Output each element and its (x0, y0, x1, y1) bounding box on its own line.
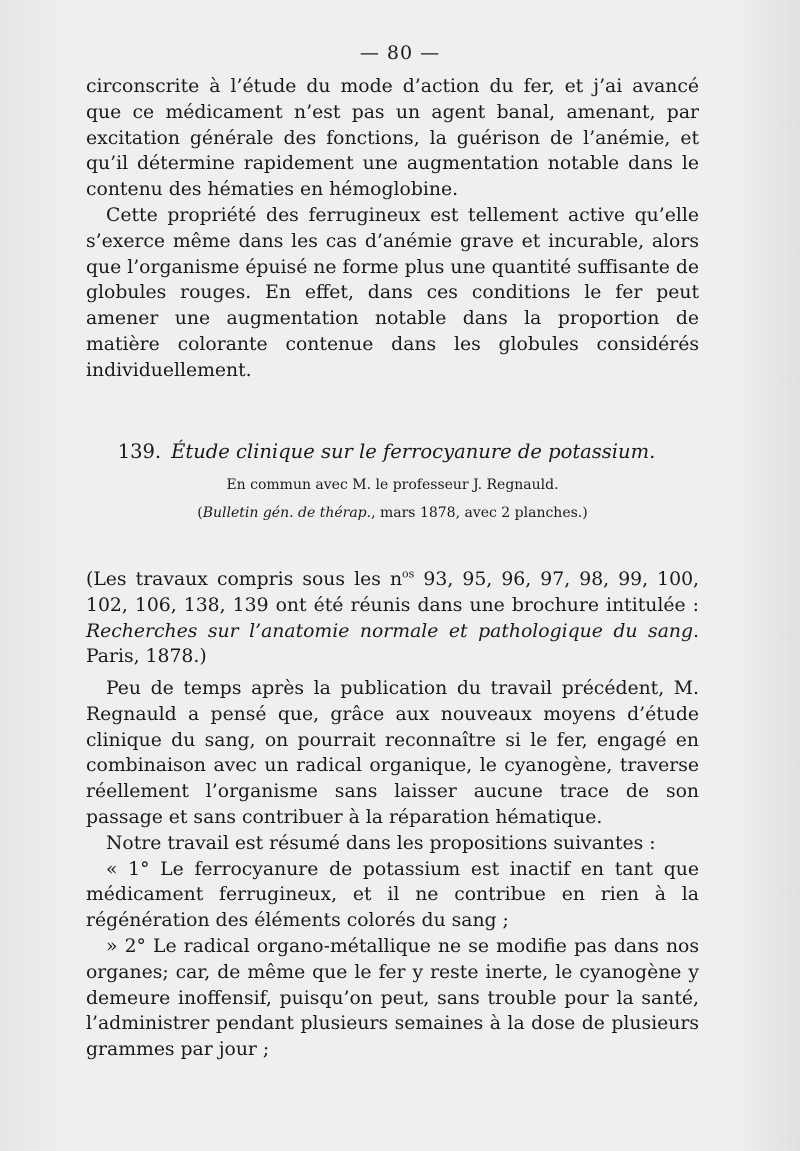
brochure-note (86, 567, 699, 670)
paragraph: Cette propriété des ferrugineux est tellement active qu’elle s’exerce même dans les cas d’anémie grave et incurable, alors que l’organisme épuisé ne forme plus une quantité suffisante de globules rouges. En effet, dans ces conditions le fer peut amener une augmentation notable dans la proportion de matière colorante contenue dans les globules considérés individuellement. (86, 204, 699, 381)
page-number: — 80 — (359, 42, 441, 64)
bibliography-entry (86, 438, 699, 524)
section-iron-action (86, 74, 699, 384)
entry-number: 139. (117, 440, 162, 463)
note-text: (Les travaux compris sous les n (86, 569, 403, 590)
paragraph: Notre travail est résumé dans les propositions suivantes : (106, 832, 656, 854)
note-text: 93, 95, 96, 97, 98, 99, 100, 102, 106, 138, 139 ont été réunis dans une brochure intitulée : (86, 569, 699, 616)
note-text: . Paris, 1878.) (86, 620, 699, 668)
source-journal: Bulletin gén. de thérap. (202, 505, 372, 521)
book-title: Recherches sur l’anatomie normale et pathologique du sang (86, 620, 694, 642)
entry-heading (74, 438, 699, 466)
note-superscript: os (402, 567, 415, 581)
proposition-2: » 2° Le radical organo-métallique ne se modifie pas dans nos organes; car, de même que le fer y reste inerte, le cyanogène y demeure inoffensif, puisqu’on peut, sans trouble pour la santé, l’administrer pendant plusieurs semaines à la dose de plusieurs grammes par jour ; (86, 935, 699, 1061)
proposition-1: « 1° Le ferrocyanure de potassium est inactif en tant que médicament ferrugineux, et il ne contribue en rien à la régénération des éléments colorés du sang ; (86, 858, 699, 932)
paragraph: circonscrite à l’étude du mode d’action du fer, et j’ai avancé que ce médicament n’est pas un agent banal, amenant, par excitation générale des fonctions, la guérison de l’anémie, et qu’il détermine rapidement une augmentation notable dans le contenu des hématies en hémoglobine. (86, 76, 699, 201)
entry-title: Étude clinique sur le ferrocyanure de potassium. (171, 440, 656, 463)
source-details: , mars 1878, avec 2 planches.) (371, 505, 588, 521)
entry-collaboration: En commun avec M. le professeur J. Regnauld. (226, 477, 559, 493)
section-ferrocyanide (86, 676, 699, 1063)
note-paragraph (86, 567, 699, 670)
source-open: ( (197, 505, 203, 521)
paragraph: Peu de temps après la publication du travail précédent, M. Regnauld a pensé que, grâce aux nouveaux moyens d’étude clinique du sang, on pourrait reconnaître si le fer, engagé en combinaison avec un radical organique, le cyanogène, traverse réellement l’organisme sans laisser aucune trace de son passage et sans contribuer à la réparation hématique. (86, 678, 699, 828)
entry-source (86, 502, 699, 524)
